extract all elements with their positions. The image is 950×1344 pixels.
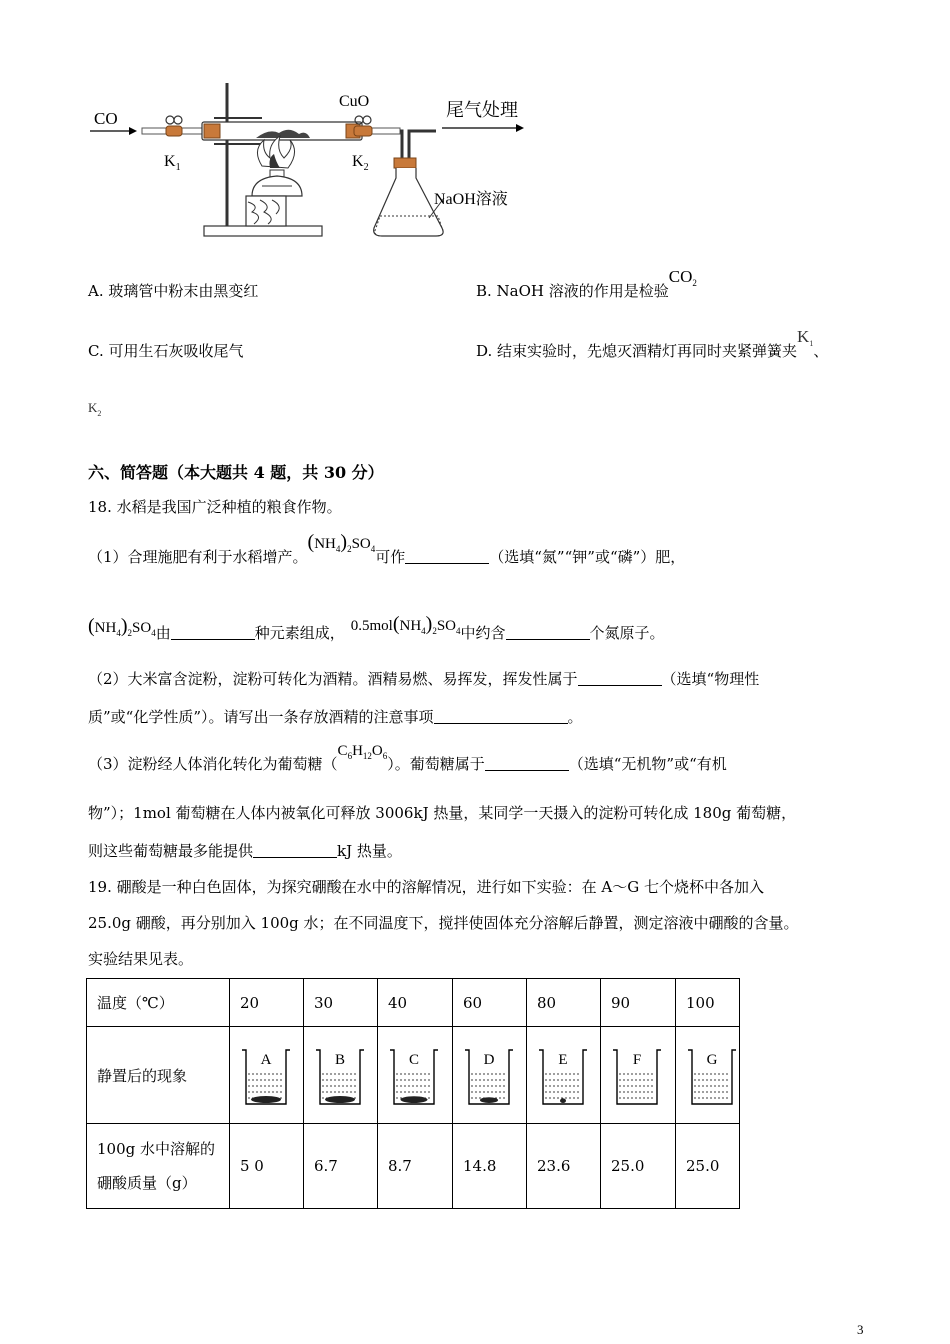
beaker-icon: [537, 1044, 589, 1106]
option-a: A. 玻璃管中粉末由黑变红: [88, 282, 259, 300]
beaker-label: E: [558, 1052, 568, 1068]
mass-cell: 5 0: [230, 1124, 304, 1209]
q19-line2: 25.0g 硼酸，再分别加入 100g 水；在不同温度下，搅拌使固体充分溶解后静置，测定溶液中硼酸的含量。: [88, 914, 799, 932]
q18-stem: 18. 水稻是我国广泛种植的粮食作物。: [88, 498, 342, 516]
beaker-icon: [314, 1044, 366, 1106]
table-header-dissolved-mass: 100g 水中溶解的 硼酸质量（g）: [87, 1124, 230, 1209]
iron-stand-base: [204, 226, 322, 236]
mass-cell: 6.7: [304, 1124, 378, 1209]
q19-line1: 19. 硼酸是一种白色固体，为探究硼酸在水中的溶解情况，进行如下实验：在 A～G 七个烧杯中各加入: [88, 878, 764, 896]
beaker-cell: [453, 1027, 527, 1124]
conical-flask: [374, 158, 443, 236]
answer-blank-storage-precaution: [434, 709, 568, 724]
temperature-cell: 80: [527, 979, 601, 1027]
table-row-dissolved-mass: [87, 1124, 740, 1209]
beaker-cell: [601, 1027, 676, 1124]
q18-part3-line2: 物”）；1mol 葡萄糖在人体内被氧化可释放 3006kJ 热量，某同学一天摄入的淀粉可转化成 180g 葡萄糖，: [88, 804, 797, 822]
temperature-cell: 90: [601, 979, 676, 1027]
spring-clamp-k2: [354, 116, 372, 136]
option-d: D. 结束实验时，先熄灭酒精灯再同时夹紧弹簧夹$K_1$、: [476, 327, 829, 360]
temperature-cell: 20: [230, 979, 304, 1027]
temperature-cell: 40: [378, 979, 453, 1027]
k1-label: $K_1$: [164, 153, 181, 173]
naoh-solution-label: NaOH溶液: [434, 191, 508, 208]
option-c: C. 可用生石灰吸收尾气: [88, 342, 244, 360]
beaker-cell: [378, 1027, 453, 1124]
q18-part3-line1: （3）淀粉经人体消化转化为葡萄糖$(C_6H_{12}O_6)$。葡萄糖属于 （选填“无机物”或“有机: [88, 743, 727, 773]
beaker-cell: [676, 1027, 740, 1124]
temperature-cell: 100: [676, 979, 740, 1027]
answer-blank-element-count: [171, 625, 255, 640]
beaker-icon: [463, 1044, 515, 1106]
table-row-phenomenon: [87, 1027, 740, 1124]
answer-blank-energy: [253, 843, 337, 858]
alcohol-lamp: [252, 170, 302, 196]
sediment: [480, 1097, 498, 1103]
boric-acid-solubility-table: [86, 978, 740, 1209]
mass-cell: 25.0: [601, 1124, 676, 1209]
table-row-temperature: [87, 979, 740, 1027]
sediment: [560, 1098, 566, 1103]
mass-cell: 8.7: [378, 1124, 453, 1209]
mass-cell: 25.0: [676, 1124, 740, 1209]
page-number: 3: [857, 1322, 864, 1337]
exhaust-treatment-label: 尾气处理: [446, 100, 518, 121]
co2-formula: $CO_2$: [668, 267, 697, 288]
answer-blank-nitrogen-atoms: [506, 625, 590, 640]
table-header-phenomenon: 静置后的现象: [87, 1027, 230, 1124]
wooden-block: [246, 196, 286, 226]
beaker-label: F: [632, 1052, 642, 1068]
option-d-k2: $K_2$: [88, 400, 102, 418]
beaker-icon: [686, 1044, 738, 1106]
q19-line3: 实验结果见表。: [88, 950, 194, 968]
temperature-cell: 60: [453, 979, 527, 1027]
spring-clamp-k1: [166, 116, 182, 136]
beaker-label: D: [483, 1052, 495, 1068]
beaker-label: B: [334, 1052, 346, 1068]
beaker-cell: [230, 1027, 304, 1124]
q18-part1-line1: （1）合理施肥有利于水稻增产。$(NH_4)_2SO_4$可作 （选填“氮”“钾”或“磷”）肥，: [88, 531, 686, 566]
sediment: [401, 1096, 428, 1103]
q18-part2-line2: 质”或“化学性质”）。请写出一条存放酒精的注意事项 。: [88, 708, 583, 726]
mass-cell: 14.8: [453, 1124, 527, 1209]
sediment: [251, 1096, 281, 1103]
mass-cell: 23.6: [527, 1124, 601, 1209]
answer-blank-fertilizer-type: [405, 549, 489, 564]
answer-blank-glucose-category: [485, 756, 569, 771]
experiment-apparatus-diagram: [84, 78, 544, 243]
beaker-cell: [527, 1027, 601, 1124]
k2-label: $K_2$: [352, 153, 369, 173]
beaker-icon: [611, 1044, 663, 1106]
beaker-cell: [304, 1027, 378, 1124]
temperature-cell: 30: [304, 979, 378, 1027]
answer-blank-volatility-property: [578, 671, 662, 686]
q18-part3-line3: 则这些葡萄糖最多能提供 kJ 热量。: [88, 842, 402, 860]
glucose-formula: $C_6H_{12}O_6$: [337, 743, 388, 761]
sediment: [325, 1096, 355, 1103]
beaker-label: C: [408, 1052, 420, 1068]
beaker-icon: [240, 1044, 292, 1106]
cuo-label: CuO: [339, 93, 370, 110]
ammonium-sulfate-formula: $(NH_4)_2SO_4$: [307, 531, 376, 554]
table-header-temperature: 温度（℃）: [87, 979, 230, 1027]
q18-part2-line1: （2）大米富含淀粉，淀粉可转化为酒精。酒精易燃、易挥发，挥发性属于 （选填“物理性: [88, 670, 760, 688]
section-heading: 六、简答题（本大题共 4 题，共 30 分）: [88, 463, 384, 482]
q18-part1-line2: $(NH_4)_2SO_4$由 种元素组成， $0.5mol(NH_4)_2SO_4$中约含 个氮原子。: [88, 613, 665, 642]
co-label: CO: [94, 109, 118, 128]
option-b: B. NaOH 溶液的作用是检验$CO_2$: [476, 267, 697, 300]
beaker-icon: [388, 1044, 440, 1106]
beaker-label: A: [260, 1052, 272, 1068]
beaker-label: G: [706, 1052, 718, 1068]
stopper-left: [204, 124, 220, 138]
